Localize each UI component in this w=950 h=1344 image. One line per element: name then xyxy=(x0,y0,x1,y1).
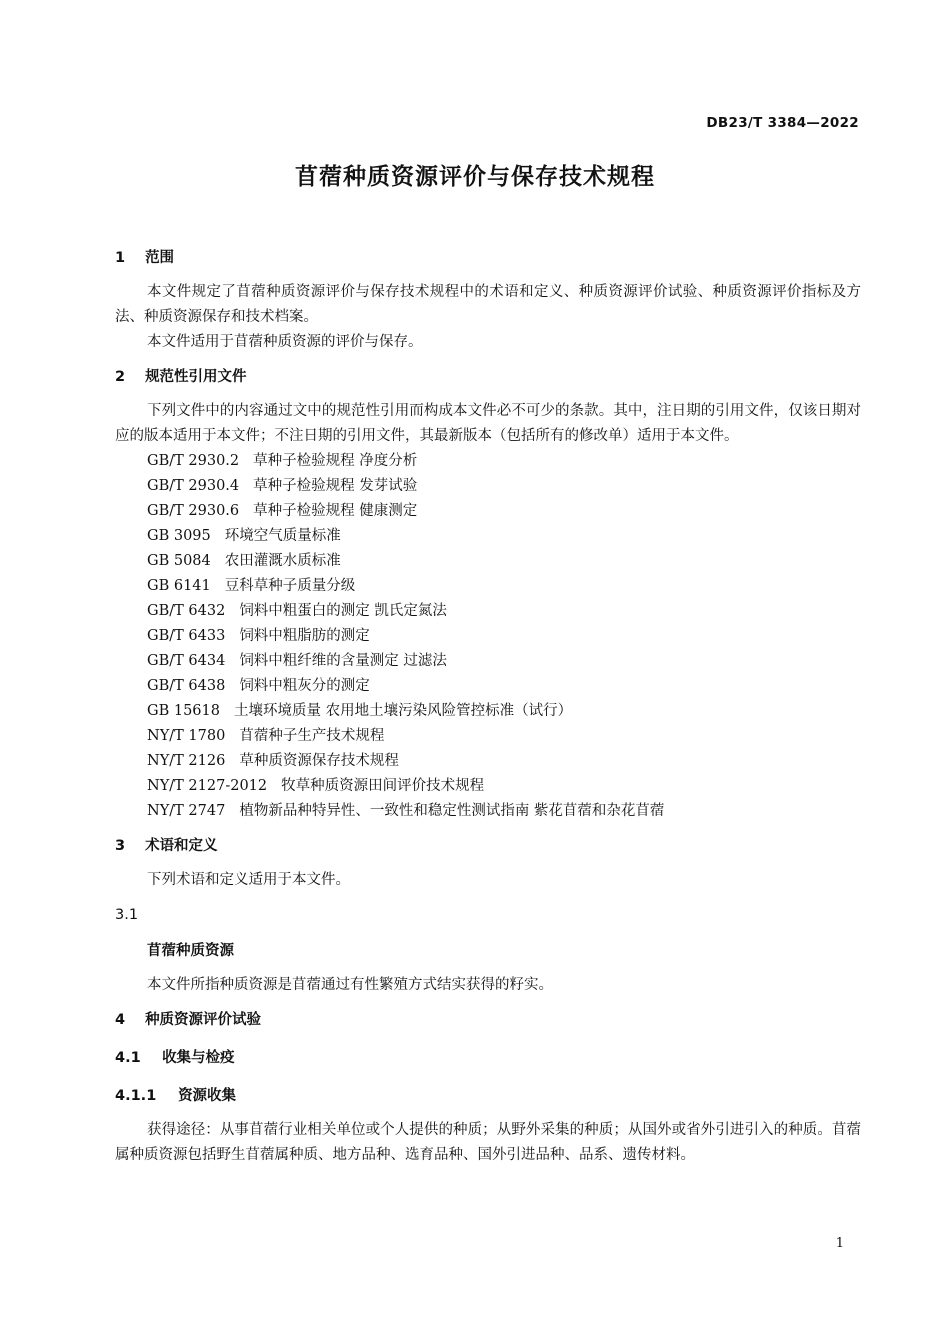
reference-item xyxy=(115,624,861,649)
reference-code: GB/T 6432 xyxy=(147,603,226,619)
section-title: 规范性引用文件 xyxy=(145,369,247,385)
section-3-heading xyxy=(115,834,861,858)
paragraph: 获得途径：从事苜蓿行业相关单位或个人提供的种质；从野外采集的种质；从国外或省外引进引入的种质。苜蓿属种质资源包括野生苜蓿属种质、地方品种、选育品种、国外引进品种、品系、遗传材料。 xyxy=(115,1122,861,1163)
reference-item xyxy=(115,474,861,499)
reference-item xyxy=(115,524,861,549)
reference-code: NY/T 2127-2012 xyxy=(147,778,268,794)
reference-item xyxy=(115,799,861,824)
section-number: 1 xyxy=(115,250,126,266)
reference-title: 草种子检验规程 发芽试验 xyxy=(253,478,418,494)
reference-code: GB 6141 xyxy=(147,578,211,594)
reference-code: NY/T 1780 xyxy=(147,728,226,744)
reference-item xyxy=(115,449,861,474)
section-title: 资源收集 xyxy=(178,1088,237,1104)
reference-item xyxy=(115,774,861,799)
reference-title: 草种子检验规程 净度分析 xyxy=(253,453,418,469)
reference-title: 牧草种质资源田间评价技术规程 xyxy=(281,778,485,794)
reference-code: NY/T 2747 xyxy=(147,803,226,819)
reference-title: 土壤环境质量 农用地土壤污染风险管控标准（试行） xyxy=(233,703,573,719)
reference-code: GB 5084 xyxy=(147,553,211,569)
subsection-4-1-1-heading xyxy=(115,1084,861,1108)
section-number: 4 xyxy=(115,1012,126,1028)
term-definition: 本文件所指种质资源是苜蓿通过有性繁殖方式结实获得的籽实。 xyxy=(147,977,553,993)
section-title: 范围 xyxy=(145,250,175,266)
reference-code: GB 15618 xyxy=(147,703,220,719)
reference-title: 植物新品种特异性、一致性和稳定性测试指南 紫花苜蓿和杂花苜蓿 xyxy=(239,803,665,819)
reference-list xyxy=(115,449,861,824)
section-title: 术语和定义 xyxy=(145,838,218,854)
reference-code: GB 3095 xyxy=(147,528,211,544)
term-number: 3.1 xyxy=(115,907,139,923)
reference-code: GB/T 2930.6 xyxy=(147,503,240,519)
reference-title: 饲料中粗脂肪的测定 xyxy=(239,628,370,644)
reference-code: GB/T 6434 xyxy=(147,653,226,669)
reference-item xyxy=(115,749,861,774)
reference-item xyxy=(115,574,861,599)
section-title: 种质资源评价试验 xyxy=(145,1012,262,1028)
reference-title: 环境空气质量标准 xyxy=(224,528,341,544)
reference-title: 饲料中粗灰分的测定 xyxy=(239,678,370,694)
document-body xyxy=(115,246,861,1168)
reference-title: 草种质资源保存技术规程 xyxy=(239,753,399,769)
reference-item xyxy=(115,674,861,699)
paragraph: 下列术语和定义适用于本文件。 xyxy=(147,872,350,888)
paragraph: 本文件规定了苜蓿种质资源评价与保存技术规程中的术语和定义、种质资源评价试验、种质资源评价指标及方法、种质资源保存和技术档案。 xyxy=(115,284,861,325)
document-title: 苜蓿种质资源评价与保存技术规程 xyxy=(295,164,655,190)
reference-title: 饲料中粗纤维的含量测定 过滤法 xyxy=(239,653,447,669)
reference-code: GB/T 2930.4 xyxy=(147,478,240,494)
term-name: 苜蓿种质资源 xyxy=(147,943,234,959)
section-number: 2 xyxy=(115,369,126,385)
section-4-heading xyxy=(115,1008,861,1032)
reference-item xyxy=(115,724,861,749)
section-number: 3 xyxy=(115,838,126,854)
reference-item xyxy=(115,649,861,674)
reference-item xyxy=(115,499,861,524)
page-number: 1 xyxy=(835,1236,844,1251)
reference-title: 苜蓿种子生产技术规程 xyxy=(239,728,385,744)
section-number: 4.1.1 xyxy=(115,1088,157,1104)
reference-item xyxy=(115,599,861,624)
reference-code: GB/T 6433 xyxy=(147,628,226,644)
standard-code: DB23/T 3384—2022 xyxy=(706,115,859,131)
section-number: 4.1 xyxy=(115,1050,141,1066)
section-2-heading xyxy=(115,365,861,389)
reference-code: NY/T 2126 xyxy=(147,753,226,769)
reference-title: 草种子检验规程 健康测定 xyxy=(253,503,418,519)
reference-code: GB/T 2930.2 xyxy=(147,453,240,469)
reference-title: 饲料中粗蛋白的测定 凯氏定氮法 xyxy=(239,603,447,619)
paragraph: 本文件适用于苜蓿种质资源的评价与保存。 xyxy=(147,334,423,350)
reference-title: 豆科草种子质量分级 xyxy=(224,578,356,594)
reference-code: GB/T 6438 xyxy=(147,678,226,694)
section-1-heading xyxy=(115,246,861,270)
reference-item xyxy=(115,549,861,574)
reference-item xyxy=(115,699,861,724)
reference-title: 农田灌溉水质标准 xyxy=(224,553,341,569)
subsection-4-1-heading xyxy=(115,1046,861,1070)
section-title: 收集与检疫 xyxy=(162,1050,235,1066)
paragraph: 下列文件中的内容通过文中的规范性引用而构成本文件必不可少的条款。其中，注日期的引用文件，仅该日期对应的版本适用于本文件；不注日期的引用文件，其最新版本（包括所有的修改单）适用于本文件。 xyxy=(115,403,861,444)
